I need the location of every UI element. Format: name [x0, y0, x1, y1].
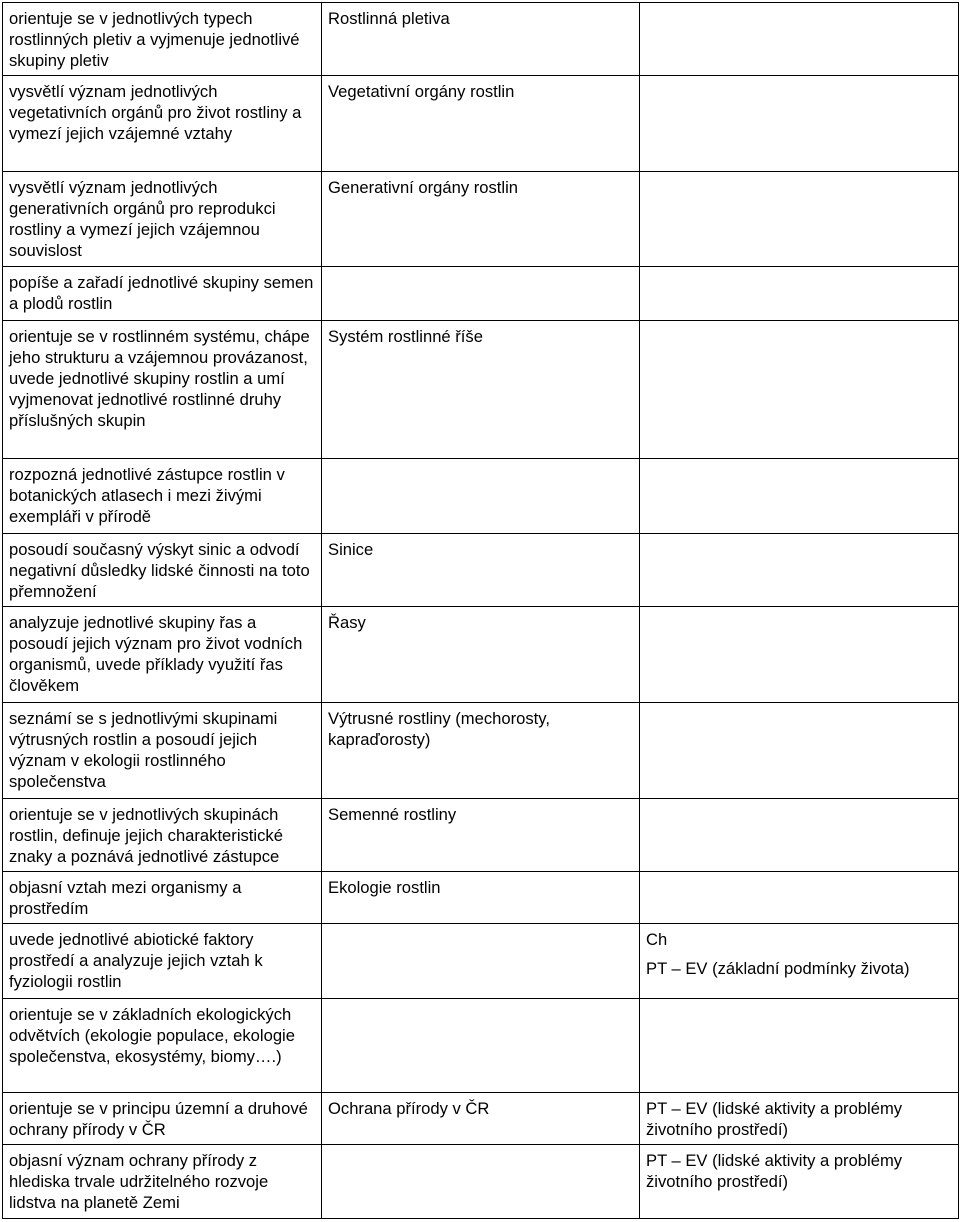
table-row: [3, 924, 959, 999]
topic-cell: Řasy: [322, 607, 640, 703]
cross-theme-label: PT – EV (základní podmínky života): [646, 959, 910, 978]
topic-cell: [322, 1145, 640, 1219]
topic-cell: Generativní orgány rostlin: [322, 172, 640, 267]
table-row: [3, 703, 959, 799]
outcome-cell: vysvětlí význam jednotlivých generativních orgánů pro reprodukci rostliny a vymezí jejich vzájemnou souvislost: [3, 172, 322, 267]
table-row: [3, 999, 959, 1093]
topic-cell: [322, 267, 640, 321]
table-row: [3, 534, 959, 607]
outcome-cell: uvede jednotlivé abiotické faktory prostředí a analyzuje jejich vztah k fyziologii rostlin: [3, 924, 322, 999]
cross-cell: [640, 3, 959, 76]
topic-cell: Výtrusné rostliny (mechorosty, kapraďorosty): [322, 703, 640, 799]
outcome-cell: seznámí se s jednotlivými skupinami výtrusných rostlin a posoudí jejich význam v ekologii rostlinného společenstva: [3, 703, 322, 799]
table-row: [3, 872, 959, 924]
outcome-cell: rozpozná jednotlivé zástupce rostlin v botanických atlasech i mezi živými exempláři v přírodě: [3, 459, 322, 534]
cross-cell: [640, 534, 959, 607]
outcome-cell: objasní význam ochrany přírody z hlediska trvale udržitelného rozvoje lidstva na planetě Zemi: [3, 1145, 322, 1219]
outcome-cell: vysvětlí význam jednotlivých vegetativních orgánů pro život rostliny a vymezí jejich vzájemné vztahy: [3, 76, 322, 172]
table-row: [3, 459, 959, 534]
topic-cell: Rostlinná pletiva: [322, 3, 640, 76]
topic-cell: Ochrana přírody v ČR: [322, 1093, 640, 1145]
table-row: [3, 172, 959, 267]
cross-theme-label: PT – EV (lidské aktivity a problémy životního prostředí): [646, 1099, 903, 1139]
table-row: [3, 3, 959, 76]
cross-subject-label: Ch: [646, 930, 668, 949]
cross-cell: [640, 1145, 959, 1219]
cross-cell: [640, 76, 959, 172]
cross-cell: [640, 703, 959, 799]
outcome-cell: objasní vztah mezi organismy a prostředím: [3, 872, 322, 924]
cross-theme-label: PT – EV (lidské aktivity a problémy životního prostředí): [646, 1151, 903, 1191]
cross-cell: [640, 459, 959, 534]
topic-cell: Systém rostlinné říše: [322, 321, 640, 459]
table-row: [3, 267, 959, 321]
outcome-cell: popíše a zařadí jednotlivé skupiny semen a plodů rostlin: [3, 267, 322, 321]
outcome-cell: orientuje se v základních ekologických odvětvích (ekologie populace, ekologie společenstva, ekosystémy, biomy….): [3, 999, 322, 1093]
table-row: [3, 1093, 959, 1145]
outcome-cell: orientuje se v principu územní a druhové ochrany přírody v ČR: [3, 1093, 322, 1145]
topic-cell: [322, 924, 640, 999]
table-row: [3, 76, 959, 172]
cross-cell: [640, 1093, 959, 1145]
curriculum-table: [2, 2, 959, 1219]
cross-cell: [640, 607, 959, 703]
cross-cell: [640, 267, 959, 321]
outcome-cell: posoudí současný výskyt sinic a odvodí negativní důsledky lidské činnosti na toto přemnožení: [3, 534, 322, 607]
outcome-cell: orientuje se v jednotlivých typech rostlinných pletiv a vyjmenuje jednotlivé skupiny pletiv: [3, 3, 322, 76]
outcome-cell: analyzuje jednotlivé skupiny řas a posoudí jejich význam pro život vodních organismů, uvede příklady využití řas člověkem: [3, 607, 322, 703]
cross-cell: [640, 999, 959, 1093]
topic-cell: Sinice: [322, 534, 640, 607]
cross-cell: [640, 924, 959, 999]
table-row: [3, 1145, 959, 1219]
outcome-cell: orientuje se v rostlinném systému, chápe jeho strukturu a vzájemnou provázanost, uvede jednotlivé skupiny rostlin a umí vyjmenovat jednotlivé rostlinné druhy příslušných skupin: [3, 321, 322, 459]
topic-cell: Vegetativní orgány rostlin: [322, 76, 640, 172]
cross-cell: [640, 872, 959, 924]
cross-cell: [640, 172, 959, 267]
topic-cell: [322, 459, 640, 534]
topic-cell: Ekologie rostlin: [322, 872, 640, 924]
cross-cell: [640, 799, 959, 872]
topic-cell: Semenné rostliny: [322, 799, 640, 872]
table-row: [3, 321, 959, 459]
table-row: [3, 607, 959, 703]
topic-cell: [322, 999, 640, 1093]
table-row: [3, 799, 959, 872]
outcome-cell: orientuje se v jednotlivých skupinách rostlin, definuje jejich charakteristické znaky a poznává jednotlivé zástupce: [3, 799, 322, 872]
cross-cell: [640, 321, 959, 459]
